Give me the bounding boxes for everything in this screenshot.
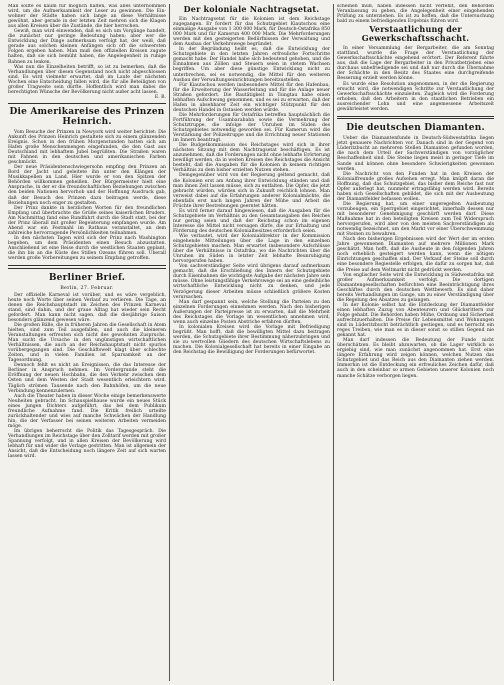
article-paragraph: Die großen Bälle, die in früheren Jahren die Gesellschaft in Atem hielten, sind zum Teil ausgefallen, und auch die kleineren Veranstaltungen erfreuten sich nicht des gewohnten Zuspruchs. Man sucht die Ursache in den ungünstigen wirtschaftlichen Verhältnissen, die auch an der Reichshauptstadt nicht spurlos vorübergegangen sind. Die Geschäftswelt klagt über schlechte Zeiten, und in vielen Familien ist Sparsamkeit an der Tagesordnung. [8,322,167,364]
article-paragraph: Es wurde eine Resolution angenommen, in der die Regierung ersucht wird, die notwendigen Schritte zur Verstaatlichung der Gewerkschaftsschächte einzuleiten. Zugleich wird die Forderung erhoben, daß den Arbeitern in den staatlichen Betrieben ein ausreichender Lohn und eine angemessene Arbeitszeit gewährleistet werden. [337,81,494,112]
article-headline: Die deutschen Diamanten. [346,123,485,134]
article-headline: Verstaatlichung der Gewerkschaftsschacht. [361,24,470,44]
article-paragraph: Gewiß, man wird einwenden, daß es sich um Vorgänge handelt, die zunächst nur geringe Bedeutung haben; aber wer die Entwicklung der Dinge aufmerksam verfolgt hat, der weiß, daß gerade aus solchen kleinen Anfängen sich oft die schwersten Folgen ergeben haben. Man muß den offiziellen Kreisen zugute halten, daß sie sich bemüht haben, die Angelegenheit in ruhige Bahnen zu lenken. [8,29,166,65]
article-dateline: Berlin, 27. Februar. [60,285,114,291]
article-paragraph: Von englischer Seite wird die Entwicklung in Südwestafrika mit großer Aufmerksamkeit verfolgt. Die dortigen Diamantengesellschaften befürchten eine Beeinträchtigung ihres Geschäftes durch den deutschen Wettbewerb. Es sind daher bereits Verhandlungen im Gange, um zu einer Verständigung über die Regelung des Absatzes zu gelangen. [337,272,494,303]
article-paragraph: Die Mehrforderungen für Ostafrika betreffen hauptsächlich die Fortführung der Usambarabahn sowie die Vermehrung der Schutztruppe, die infolge der Unruhen im Süden des Schutzgebietes notwendig geworden sei. Für Kamerun wird die Verstärkung der Polizeitruppe und die Errichtung neuer Stationen im Innern beantragt. [173,112,330,144]
article-paragraph: In einer Versammlung der Bergarbeiter, die am Sonntag stattfand, wurde die Frage der Verstaatlichung der Gewerkschaftsschächte eingehend erörtert. Der Referent führte aus, daß die Lage der Bergarbeiter in den Privatbetrieben eine durchaus unbefriedigende sei und daß nur durch die Übernahme der Schächte in den Besitz des Staates eine durchgreifende Besserung erzielt werden könne. [337,46,494,82]
article-paragraph: Es wird ferner darauf hingewiesen, daß die Ausgaben für die Schutzgebiete im Verhältnis zu den Gesamtausgaben des Reiches nur gering seien und daß der Reichstag schon im eigenen Interesse die Mittel nicht versagen dürfe, die zur Erhaltung und Förderung des deutschen Kolonialbesitzes erforderlich seien. [173,208,330,234]
article-paragraph: In den nächsten Tagen wird sich der Prinz nach Washington begeben, um dem Präsidenten einen Besuch abzustatten. Anschließend ist eine Reise durch die westlichen Staaten geplant, die ihn bis an die Küste des Stillen Ozeans führen soll. Überall werden große Vorbereitungen zu seinem Empfang getroffen. [8,235,166,262]
article-paragraph: Ein Nachtragsetat für die Kolonien ist dem Reichstage zugegangen. Er fordert für das Schutzgebiet Kiautschou eine einmalige Ausgabe von 1 300 000 Mark, für Deutsch-Ostafrika 850 000 Mark und für Kamerun 400 000 Mark. Die Mehrforderungen werden mit den gesteigerten Bedürfnissen der Verwaltung und dem Ausbau der Verkehrswege begründet. [173,17,330,48]
article-paragraph: Ueber die Diamantenfunde in Deutsch-Südwestafrika liegen jetzt genauere Nachrichten vor. Danach sind in der Gegend von Lüderitzbucht an mehreren Stellen Diamanten gefunden worden, die nach dem Urteil der Sachverständigen von vorzüglicher Beschaffenheit sind. Die Steine liegen meist in geringer Tiefe im Sande und können ohne besondere Schwierigkeiten gewonnen werden. [337,136,494,172]
article-headline: Der koloniale Nachtragsetat. [183,4,320,14]
article-paragraph: scheinen muß, haben indessen nicht verfehlt, den Behörden Veranlassung zu geben, die Angelegenheit einer eingehenden Prüfung zu unterziehen. Es ist zu hoffen, daß die Untersuchung bald zu einem befriedigenden Ergebnis führen wird. [337,4,494,25]
rule-divider [8,265,166,269]
article-paragraph: Der neue Präsidentenschwiegersohn empfing den Prinzen an Bord der Jacht und geleitete ihn unter den Klängen der Musikkapellen an Land. Hier wurde er von den Spitzen der Behörden willkommen geheißen. Der Bürgermeister hielt eine Ansprache, in der er die freundschaftlichen Beziehungen zwischen den beiden Nationen hervorhob und der Hoffnung Ausdruck gab, daß der Besuch des Prinzen dazu beitragen werde, diese Beziehungen noch enger zu gestalten. [8,165,166,206]
article-paragraph: Man darf gespannt sein, welche Stellung die Parteien zu den einzelnen Forderungen einnehmen werden. Nach den bisherigen Äußerungen der Parteipresse ist zu erwarten, daß die Mehrheit des Reichstages die Vorlage im wesentlichen annehmen wird, wenn auch einzelne Posten Abstriche erfahren dürften. [173,299,330,325]
article-paragraph: Von sachverständiger Seite wird übrigens darauf aufmerksam gemacht, daß die Erschließung des Innern der Schutzgebiete durch Eisenbahnen die wichtigste Aufgabe der nächsten Jahre sein müsse. Ohne leistungsfähige Verkehrswege sei an eine gedeihliche wirtschaftliche Entwicklung nicht zu denken, und jede Verzögerung dieser Arbeiten müsse schließlich größere Kosten verursachen. [173,264,330,300]
article-paragraph: In kolonialen Kreisen wird die Vorlage mit Befriedigung begrüßt. Man hofft, daß die bewilligten Mittel dazu beitragen werden, die Schutzgebiete ihrer Bestimmung näherzubringen und sie zu wertvollen Gliedern des deutschen Wirtschaftslebens zu machen. Die Kolonialgesellschaft hat bereits in einer Eingabe an den Reichstag die Bewilligung der Forderungen befürwortet. [173,324,330,356]
article-paragraph: Wie verlautet, wird der Kolonialdirektor in der Kommission eingehende Mitteilungen über die Lage in den einzelnen Schutzgebieten machen. Man erwartet insbesondere Aufschlüsse über die Verhältnisse in Ostafrika, wo die Nachrichten über die Unruhen im Süden in letzter Zeit lebhafte Beunruhigung hervorgerufen haben. [173,234,330,265]
rule-divider [337,116,494,120]
article-paragraph: Dennoch fehlt es nicht an Ereignissen, die das Interesse der Berliner in Anspruch nehmen. Im Vordergrunde steht die Eröffnung der neuen Hochbahn, die den Verkehr zwischen dem Osten und dem Westen der Stadt wesentlich erleichtern wird. Täglich strömen Tausende nach den Bahnhöfen, um die neue Verbindung kennenzulernen. [8,363,166,394]
article-paragraph: In der Begründung heißt es, daß die Entwicklung der Schutzgebiete in den letzten Jahren erfreuliche Fortschritte gemacht habe. Der Handel habe sich bedeutend gehoben, und die Einnahmen aus Zöllen und Steuern seien in stetem Wachsen begriffen. Um aber diese günstige Entwicklung nicht zu unterbrechen, sei es notwendig, die Mittel für den weiteren Ausbau der Verwaltungseinrichtungen bereitzustellen. [173,47,330,83]
author-signature: E. B. [154,94,166,100]
column-right [333,4,497,681]
rule-divider [8,103,166,104]
article-paragraph: Was nun die Einzelheiten betrifft, so ist zu bemerken, daß die Verhandlungen über diesen Gegenstand noch nicht abgeschlossen sind. Es wird vielmehr erwartet, daß im Laufe der nächsten Wochen eine Entscheidung fallen wird, die für alle Beteiligten von großer Tragweite sein dürfte. Hoffentlich wird man dabei die berechtigten Wünsche der Bevölkerung nicht außer acht lassen. [8,64,166,95]
article-paragraph: Die Regierung hat, um einer ungeregelten Ausbeutung vorzubeugen, ein Sperrgebiet eingerichtet, innerhalb dessen nur mit besonderer Genehmigung geschürft werden darf. Diese Maßnahme hat in den beteiligten Kreisen zum Teil Widerspruch hervorgerufen, wird aber von den meisten Sachverständigen als notwendig bezeichnet, um den Markt vor einer Überschwemmung mit Steinen zu bewahren. [337,201,494,238]
article-headline: Die Amerikareise des Prinzen Heinrich. [9,106,165,127]
column-left [5,4,169,681]
article-paragraph: In der Kolonie selbst hat die Entdeckung der Diamantfelder einen lebhaften Zuzug von Abenteurern und Glücksrittern zur Folge gehabt. Die Behörden haben Mühe, Ordnung und Sicherheit aufrechtzuerhalten. Die Preise für Lebensmittel und Wohnungen sind in Lüderitzbucht beträchtlich gestiegen, und es herrscht ein reges Treiben, wie man es in dieser sonst so stillen Gegend nie gekannt hat. [337,302,494,339]
article-paragraph: Die Nachricht von den Funden hat in den Kreisen der Kolonialfreunde großes Aufsehen erregt. Man knüpft daran die Hoffnung, daß das Schutzgebiet, das bisher dem Reiche fast nur Opfer auferlegt hat, nunmehr ertragsfähig werden wird. Bereits haben sich Gesellschaften gebildet, die sich mit der Ausbeutung der Diamantfelder befassen wollen. [337,171,494,202]
article-paragraph: Man sollte es kaum für möglich halten, was alles unternommen wird, um die Aufmerksamkeit der Leser zu gewinnen. Die Ein- wohner der Städte haben sich lange an diese Verhältnisse gewöhnt, aber gerade in der letzten Zeit mehren sich die Klagen aus allen Kreisen über die Zustände, die hier herrschen. [8,4,166,30]
article-paragraph: Im übrigen beherrscht die Politik das Tagesgespräch. Die Verhandlungen im Reichstage über den Zolltarif werden mit großer Spannung verfolgt, und in allen Kreisen der Bevölkerung wird lebhaft für und wider die Vorlage gestritten. Man ist allgemein der Ansicht, daß die Entscheidung noch längere Zeit auf sich warten lassen wird. [8,428,166,460]
article-paragraph: Demgegenüber wird von der Regierung geltend gemacht, daß die Kolonien erst am Anfang ihrer Entwicklung ständen und daß man ihnen Zeit lassen müsse, sich zu entfalten. Die Opfer, die jetzt gebracht würden, würden sich in Zukunft reichlich lohnen. Man verweist dabei auf die Erfahrungen anderer Kolonialmächte, die ebenfalls erst nach langen Jahren der Mühe und Arbeit die Früchte ihrer Bestrebungen geerntet hätten. [173,173,330,209]
column-middle [169,4,333,681]
article-paragraph: Der offizielle Karneval ist vorüber, und es wäre vergeblich, heute noch Worte über seinen Verlauf zu verlieren. Die Tage, an denen die Reichshauptstadt im Zeichen des Prinzen Karneval stand, sind dahin, und der graue Alltag hat wieder sein Recht gefordert. Man kann nicht sagen, daß die diesjährige Saison besonders glänzend gewesen wäre. [8,292,166,323]
article-paragraph: Nach den bisherigen Ergebnissen wird der Wert der im ersten Jahre gewonnenen Diamanten auf mehrere Millionen Mark geschätzt. Man hofft, daß die Ausbeute in den folgenden Jahren noch erheblich gesteigert werden kann, wenn die nötigen Einrichtungen geschaffen sind. Der Verkauf der Steine soll durch eine besondere Regiestelle erfolgen, die dafür zu sorgen hat, daß die Preise auf dem Weltmarkt nicht gedrückt werden. [337,237,494,273]
article-paragraph: Die Budgetkommission des Reichstages wird sich in ihrer nächsten Sitzung mit dem Nachtragsetat beschäftigen. Es ist anzunehmen, daß die Forderungen nicht ohne lebhafte Erörterung bewilligt werden, da in weiten Kreisen des Reichstages die Ansicht besteht, daß die Ausgaben für die Kolonien in keinem richtigen Verhältnis zu dem bisher erzielten Nutzen stehen. [173,143,330,174]
article-paragraph: Der Prinz dankte in herzlichen Worten für den freundlichen Empfang und überbrachte die Grüße seines kaiserlichen Bruders. Am Nachmittag fand eine Rundfahrt durch die Stadt statt, bei der der Prinz überall mit großer Begeisterung empfangen wurde. Am Abend war ein Festmahl im Rathaus veranstaltet, an dem zahlreiche hervorragende Persönlichkeiten teilnahmen. [8,205,166,236]
article-paragraph: Für Kiautschou werden insbesondere Mittel für den Hafenbau, für die Erweiterung der Wasserleitung und für die Anlage neuer Straßen gefordert. Die Bautätigkeit in Tsingtau habe einen lebhaften Aufschwung genommen, und es sei zu erwarten, daß der Hafen in absehbarer Zeit ein wichtiger Stützpunkt für den deutschen Handel in Ostasien werden würde. [173,82,330,113]
article-paragraph: Auch die Theater haben in dieser Woche einige bemerkenswerte Neuheiten gebracht. Im Schauspielhause wurde ein neues Stück eines jungen Dichters aufgeführt, das bei dem Publikum freundliche Aufnahme fand. Die Kritik freilich urteilte zurückhaltender und wies auf manche Schwächen der Handlung hin, die der Verfasser bei seinen weiteren Arbeiten vermeiden möge. [8,393,166,429]
article-paragraph: Man darf indessen die Bedeutung der Funde nicht überschätzen. Es bleibt abzuwarten, ob die Lager wirklich so ergiebig sind, wie man zunächst angenommen hat. Erst eine längere Erfahrung wird zeigen können, welchen Nutzen das Schutzgebiet und das Reich aus den Diamanten ziehen werden. Immerhin ist die Entdeckung ein erfreuliches Zeichen dafür, daß auch in den scheinbar so armen Gebieten unserer Kolonien noch manche Schätze verborgen liegen. [337,338,494,379]
article-headline: Berliner Brief. [48,272,126,283]
article-paragraph: Vom Besuche der Prinzen in Newyork wird weiter berichtet: Die Ankunft des Prinzen Heinrich gestaltete sich zu einem glänzenden Ereignis. Schon in den frühen Morgenstunden hatten sich am Hafen große Menschenmengen eingefunden, die den Gast aus Deutschland mit lebhaftem Jubel begrüßten. Die Straßen waren mit Fahnen in den deutschen und amerikanischen Farben geschmückt. [8,129,166,166]
